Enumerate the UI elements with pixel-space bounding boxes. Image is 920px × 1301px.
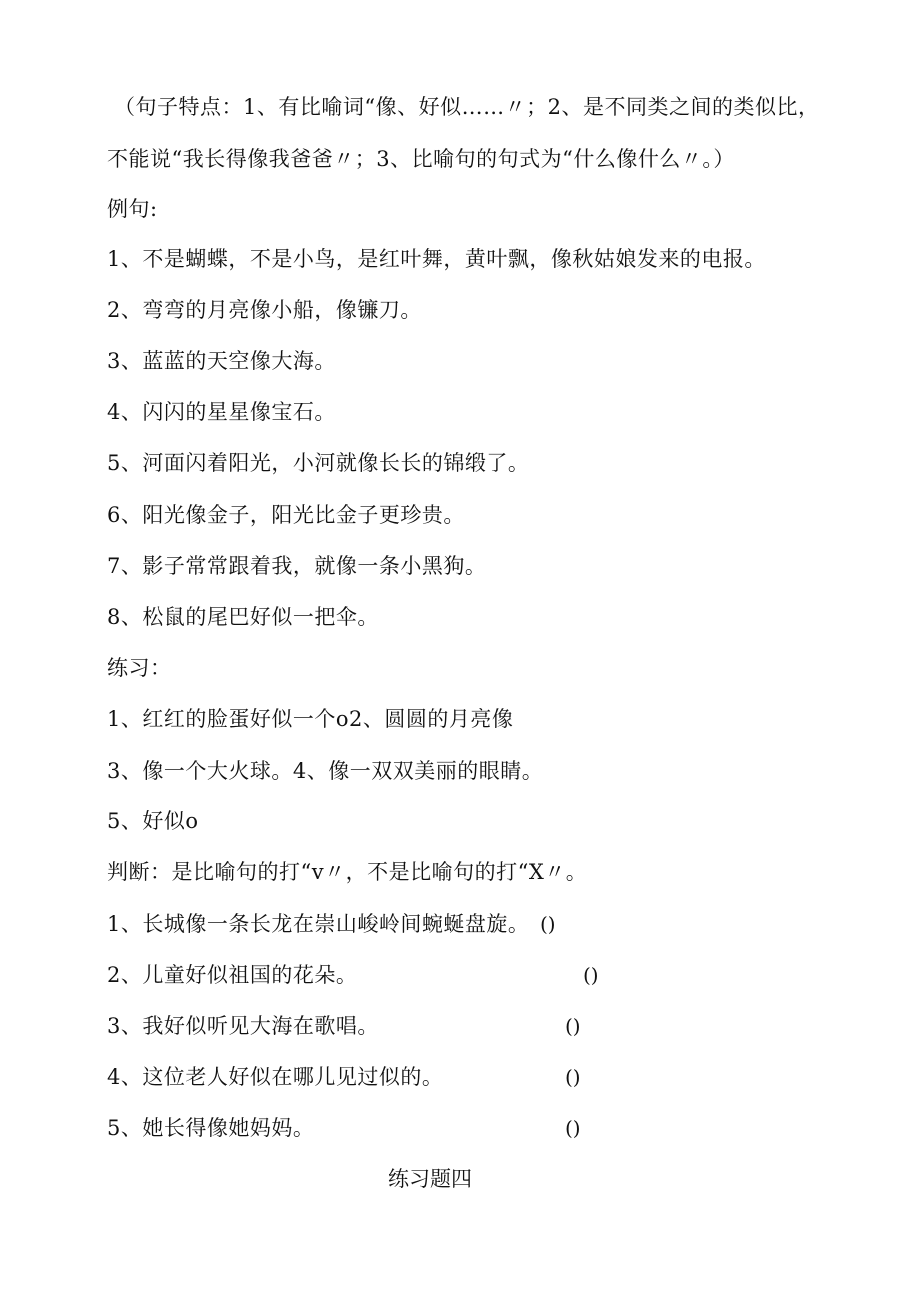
practice-heading: 练习： [107, 656, 172, 680]
intro-line-1: （句子特点：1、有比喻词“像、好似……〃；2、是不同类之间的类似比， [114, 95, 820, 119]
judge-answer-blank: () [583, 963, 599, 987]
practice-item: 1、红红的脸蛋好似一个o2、圆圆的月亮像 [107, 707, 514, 731]
example-item: 2、弯弯的月亮像小船，像镰刀。 [107, 298, 422, 322]
judge-item: 5、她长得像她妈妈。 [107, 1116, 315, 1140]
judge-heading: 判断：是比喻句的打“v〃，不是比喻句的打“X〃。 [107, 860, 588, 884]
example-item: 1、不是蝴蝶，不是小鸟，是红叶舞，黄叶飘，像秋姑娘发来的电报。 [107, 247, 766, 271]
examples-heading: 例句: [107, 197, 158, 221]
judge-item: 3、我好似听见大海在歌唱。 [107, 1014, 379, 1038]
judge-answer-blank: () [565, 1116, 581, 1140]
intro-line-2: 不能说“我长得像我爸爸〃；3、比喻句的句式为“什么像什么〃。） [107, 147, 735, 171]
judge-item: 4、这位老人好似在哪儿见过似的。 [107, 1065, 444, 1089]
example-item: 6、阳光像金子，阳光比金子更珍贵。 [107, 503, 465, 527]
practice-item: 3、像一个大火球。4、像一双双美丽的眼睛。 [107, 759, 544, 783]
judge-answer-blank: () [565, 1065, 581, 1089]
section-title: 练习题四 [388, 1167, 472, 1191]
judge-item: 2、儿童好似祖国的花朵。 [107, 963, 358, 987]
example-item: 4、闪闪的星星像宝石。 [107, 400, 336, 424]
judge-answer-blank: () [565, 1014, 581, 1038]
example-item: 8、松鼠的尾巴好似一把伞。 [107, 605, 379, 629]
practice-item: 5、好似o [107, 809, 199, 833]
judge-answer-blank: () [540, 912, 556, 936]
example-item: 5、河面闪着阳光，小河就像长长的锦缎了。 [107, 451, 530, 475]
example-item: 7、影子常常跟着我，就像一条小黑狗。 [107, 554, 487, 578]
example-item: 3、蓝蓝的天空像大海。 [107, 349, 336, 373]
judge-item: 1、长城像一条长龙在崇山峻岭间蜿蜒盘旋。 [107, 912, 530, 936]
